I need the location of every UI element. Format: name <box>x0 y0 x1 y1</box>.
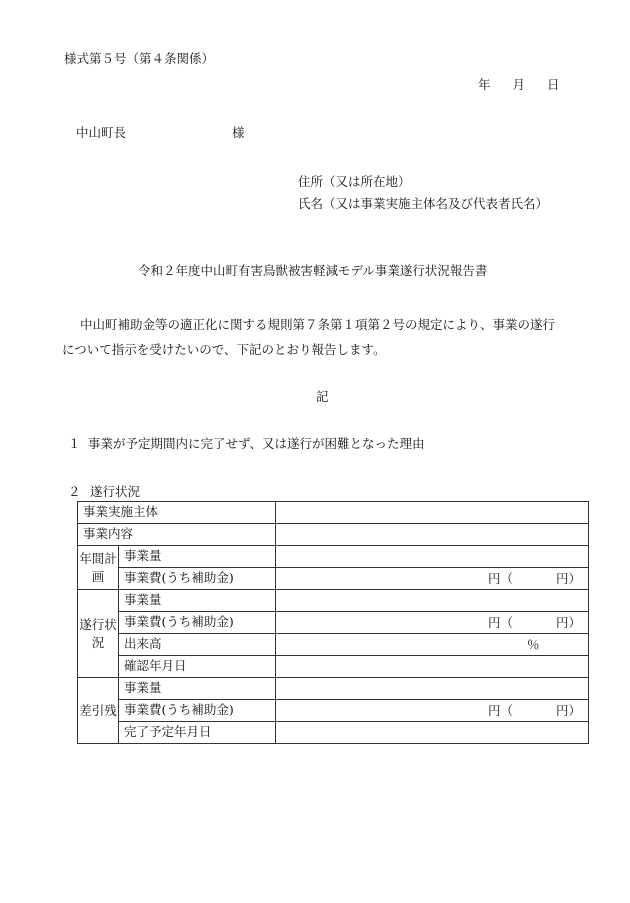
ki-heading: 記 <box>316 389 329 404</box>
date-line <box>478 79 560 92</box>
yen-close-label: 円） <box>556 615 582 630</box>
remaining-quantity-cell[interactable] <box>276 678 589 700</box>
body-text-line-2: について指示を受けたいので、下記のとおり報告します。 <box>62 342 386 357</box>
body-text-line-1: 中山町補助金等の適正化に関する規則第７条第１項第２号の規定により、事業の遂行 <box>80 317 556 332</box>
table-row <box>78 524 589 546</box>
content-value-cell[interactable] <box>276 524 589 546</box>
cost-label: 事業費(うち補助金) <box>119 700 276 722</box>
entity-label: 事業実施主体 <box>78 502 276 524</box>
form-number: 様式第５号（第４条関係） <box>64 51 215 66</box>
section-1-title: 事業が予定期間内に完了せず、又は遂行が困難となった理由 <box>88 436 425 451</box>
output-label: 出来高 <box>119 634 276 656</box>
yen-close-label: 円） <box>556 703 582 718</box>
confirm-date-cell[interactable] <box>276 656 589 678</box>
quantity-label: 事業量 <box>119 678 276 700</box>
recipient-name: 中山町長 <box>76 125 127 140</box>
table-row <box>78 546 589 568</box>
remaining-cost-cell[interactable] <box>276 700 589 722</box>
content-label: 事業内容 <box>78 524 276 546</box>
progress-group-label: 遂行状況 <box>78 590 119 678</box>
recipient-honorific: 様 <box>232 125 245 140</box>
progress-cost-cell[interactable] <box>276 612 589 634</box>
progress-quantity-cell[interactable] <box>276 590 589 612</box>
progress-status-table <box>77 501 589 744</box>
yen-open-label: 円（ <box>488 703 514 718</box>
annual-quantity-cell[interactable] <box>276 546 589 568</box>
table-row <box>78 656 589 678</box>
table-row <box>78 700 589 722</box>
table-row <box>78 612 589 634</box>
date-day-label: 日 <box>547 77 560 92</box>
yen-close-label: 円） <box>556 571 582 586</box>
yen-open-label: 円（ <box>488 571 514 586</box>
yen-open-label: 円（ <box>488 615 514 630</box>
section-2-number: ２ <box>68 484 81 499</box>
entity-value-cell[interactable] <box>276 502 589 524</box>
cost-label: 事業費(うち補助金) <box>119 612 276 634</box>
name-label: 氏名（又は事業実施主体名及び代表者氏名） <box>298 196 549 211</box>
table-row <box>78 634 589 656</box>
annual-plan-group-label: 年間計画 <box>78 546 119 590</box>
confirm-date-label: 確認年月日 <box>119 656 276 678</box>
document-title: 令和２年度中山町有害鳥獣被害軽減モデル事業遂行状況報告書 <box>138 263 488 278</box>
cost-label: 事業費(うち補助金) <box>119 568 276 590</box>
quantity-label: 事業量 <box>119 590 276 612</box>
output-value-cell[interactable] <box>276 634 589 656</box>
table-row <box>78 678 589 700</box>
date-year-label: 年 <box>478 77 491 92</box>
table-row <box>78 722 589 744</box>
table-row <box>78 590 589 612</box>
annual-cost-cell[interactable] <box>276 568 589 590</box>
date-month-label: 月 <box>512 77 526 92</box>
table-row <box>78 502 589 524</box>
address-label: 住所（又は所在地） <box>298 174 411 189</box>
section-1-number: １ <box>68 436 81 451</box>
completion-date-cell[interactable] <box>276 722 589 744</box>
remaining-group-label: 差引残 <box>78 678 119 744</box>
completion-date-label: 完了予定年月日 <box>119 722 276 744</box>
percent-label: ％ <box>527 637 540 652</box>
section-2-title: 遂行状況 <box>90 484 141 499</box>
quantity-label: 事業量 <box>119 546 276 568</box>
table-row <box>78 568 589 590</box>
